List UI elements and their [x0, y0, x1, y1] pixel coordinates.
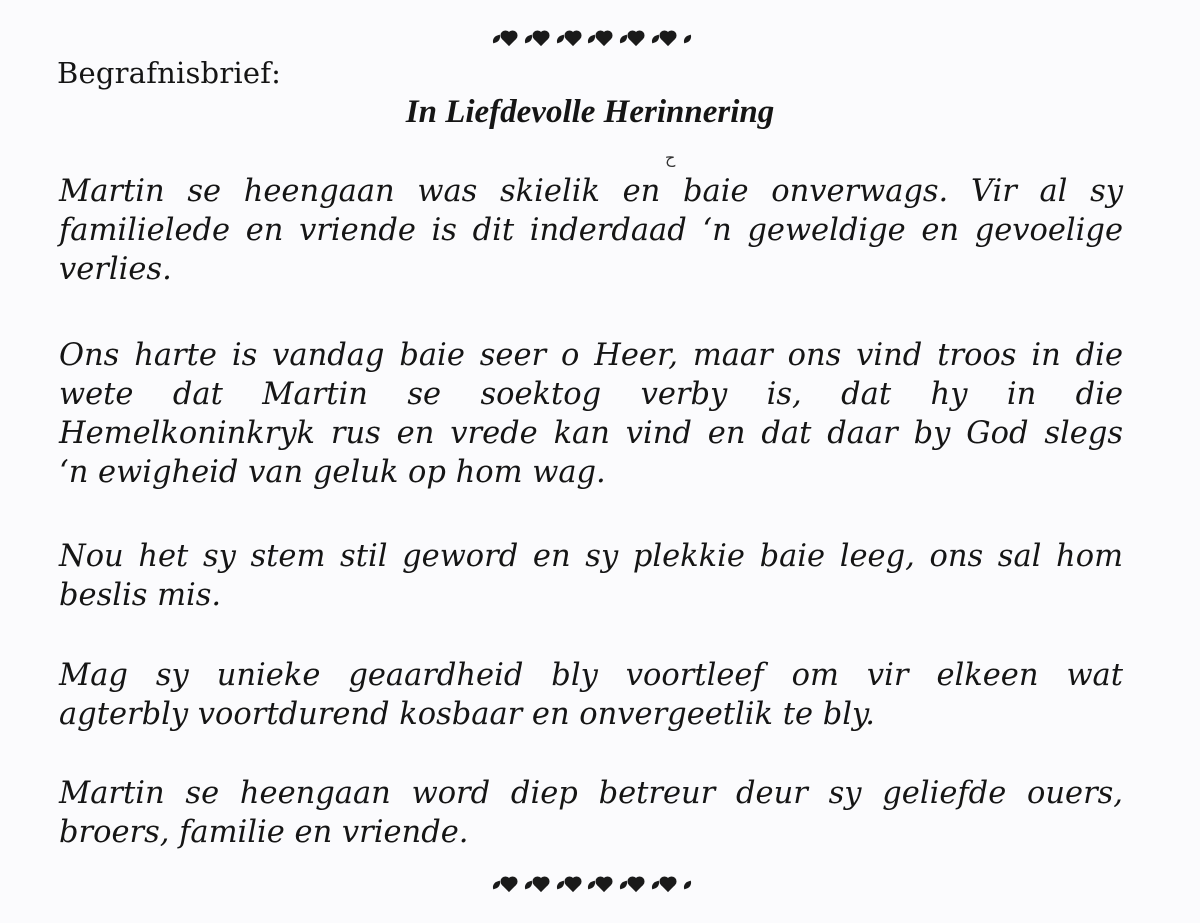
- paragraph-line: Mag sy unieke geaardheid bly voortleef om vir elkeen wat: [59, 658, 1123, 693]
- heart-icon: [566, 32, 580, 46]
- heart-icon: [534, 32, 548, 46]
- heart-icon: [597, 32, 611, 46]
- paragraph-1: [59, 172, 1123, 289]
- paragraph-line: wete dat Martin se soektog verby is, dat hy in die: [59, 377, 1123, 412]
- paragraph-line: ‘n ewigheid van geluk op hom wag.: [59, 455, 606, 490]
- paragraph-line: Nou het sy stem stil geword en sy plekkie baie leeg, ons sal hom: [59, 539, 1123, 574]
- document-label: Begrafnisbrief:: [57, 56, 282, 90]
- top-ornament-icon: [492, 30, 692, 48]
- paragraph-5: [59, 774, 1123, 852]
- pen-mark: ح: [665, 148, 676, 167]
- paragraph-2: [59, 336, 1123, 492]
- heart-icon: [502, 32, 516, 46]
- heart-icon: [502, 878, 516, 892]
- paragraph-3: [59, 537, 1123, 615]
- heart-icon: [629, 878, 643, 892]
- heart-icon: [629, 32, 643, 46]
- heart-icon: [534, 878, 548, 892]
- paragraph-line: Martin se heengaan was skielik en baie onverwags. Vir al sy: [59, 174, 1123, 209]
- heart-icon: [566, 878, 580, 892]
- paragraph-4: [59, 656, 1123, 734]
- bottom-ornament-icon: [492, 876, 692, 894]
- paragraph-line: Hemelkoninkryk rus en vrede kan vind en dat daar by God slegs: [59, 416, 1123, 451]
- paragraph-line: broers, familie en vriende.: [59, 815, 469, 850]
- document-title: In Liefdevolle Herinnering: [405, 94, 775, 130]
- paragraph-line: familielede en vriende is dit inderdaad ‘n geweldige en gevoelige: [59, 213, 1123, 248]
- leaf-icon: [682, 881, 693, 890]
- heart-icon: [597, 878, 611, 892]
- paragraph-line: beslis mis.: [59, 578, 222, 613]
- paragraph-line: Martin se heengaan word diep betreur deur sy geliefde ouers,: [59, 776, 1123, 811]
- paragraph-line: agterbly voortdurend kosbaar en onvergeetlik te bly.: [59, 697, 875, 732]
- paragraph-line: Ons harte is vandag baie seer o Heer, maar ons vind troos in die: [59, 338, 1123, 373]
- heart-icon: [661, 878, 675, 892]
- heart-icon: [661, 32, 675, 46]
- leaf-icon: [682, 35, 693, 44]
- paragraph-line: verlies.: [59, 252, 172, 287]
